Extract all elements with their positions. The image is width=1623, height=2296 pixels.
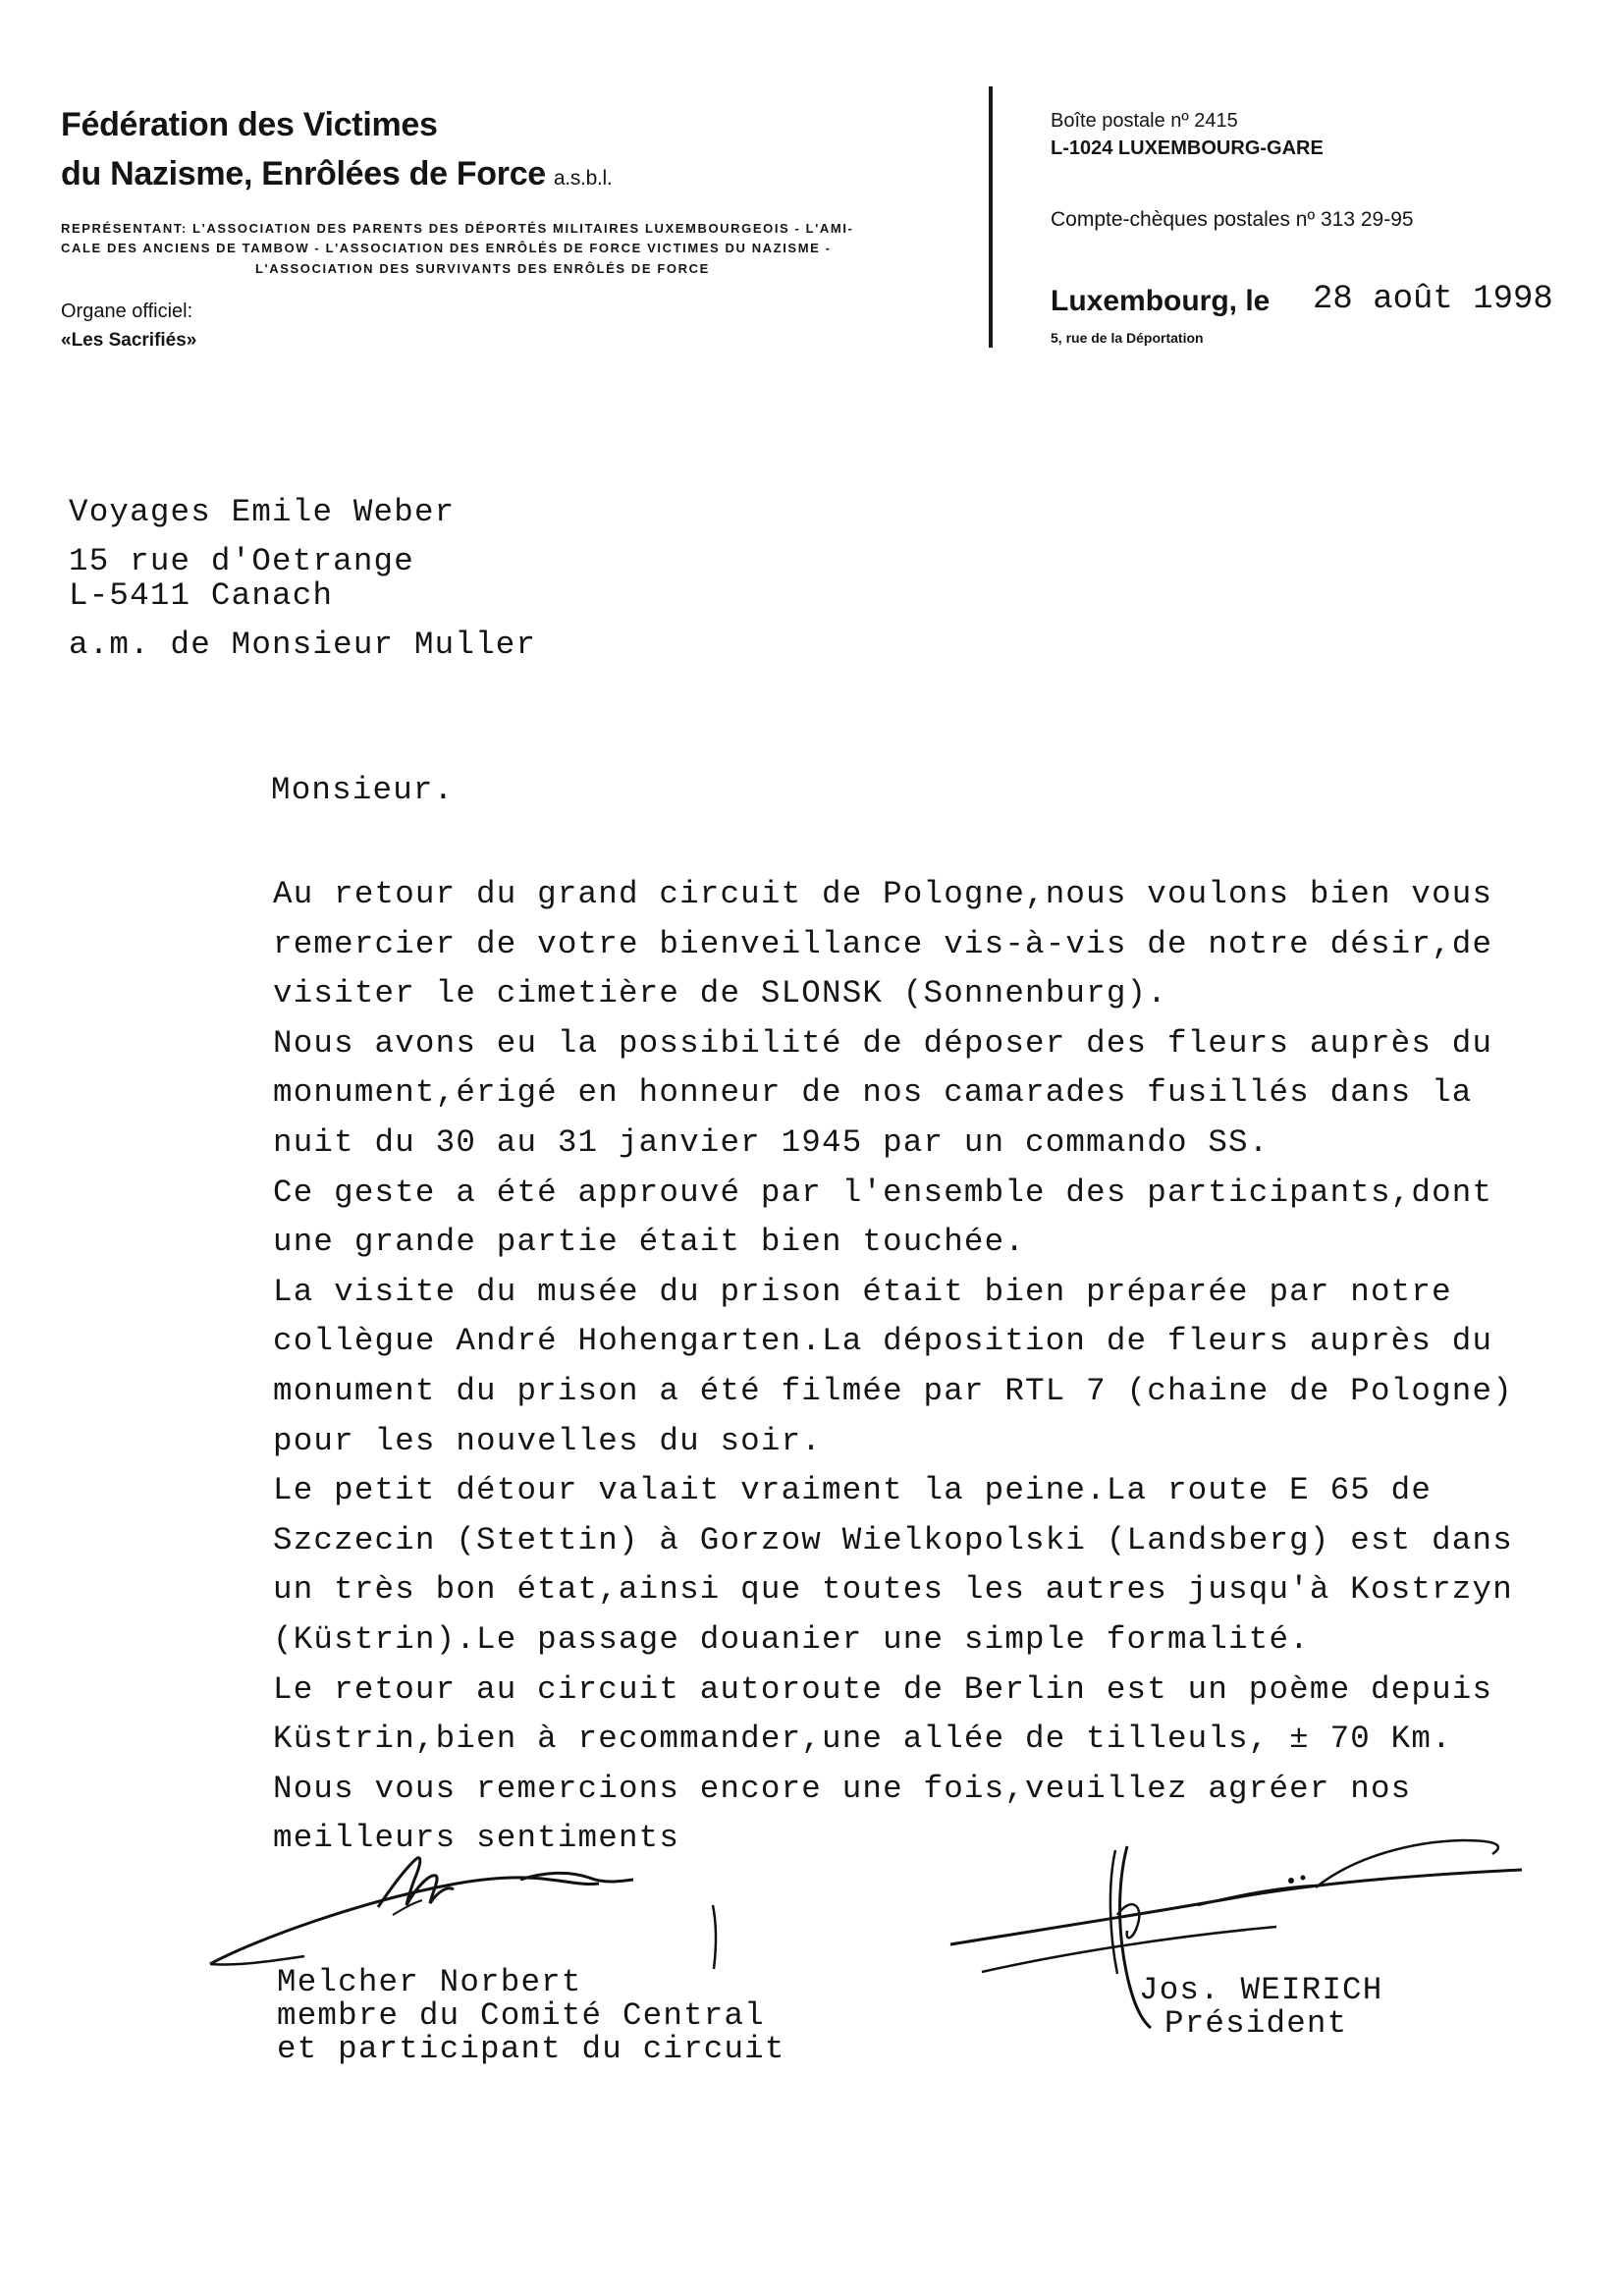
org-name-line-1: Fédération des Victimes <box>61 106 438 143</box>
street-line: 5, rue de la Déportation <box>1051 330 1204 346</box>
body-line: Szczecin (Stettin) à Gorzow Wielkopolski (Landsberg) est dans <box>273 1521 1513 1558</box>
org-name-text: du Nazisme, Enrôlées de Force <box>61 155 546 192</box>
right-signatory-name: Jos. WEIRICH <box>1139 1972 1383 2008</box>
body-line: Au retour du grand circuit de Pologne,nous voulons bien vous <box>273 876 1493 912</box>
letterhead-divider <box>989 86 993 348</box>
body-line: Nous vous remercions encore une fois,veuillez agréer nos <box>273 1770 1412 1807</box>
left-signatory-role: membre du Comité Central <box>277 1997 765 2034</box>
body-line: monument,érigé en honneur de nos camarades fusillés dans la <box>273 1074 1473 1112</box>
recipient-attention: a.m. de Monsieur Muller <box>69 627 537 663</box>
body-line: monument du prison a été filmée par RTL 7 (chaine de Pologne) <box>273 1372 1513 1409</box>
org-name-line-2 <box>61 155 612 193</box>
organ-label: Organe officiel: <box>61 301 193 322</box>
organ-value: «Les Sacrifiés» <box>61 330 197 351</box>
representing-line-2: CALE DES ANCIENS DE TAMBOW - L'ASSOCIATION DES ENRÔLÉS DE FORCE VICTIMES DU NAZISME - <box>61 241 832 255</box>
representing-line-3: L'ASSOCIATION DES SURVIVANTS DES ENRÔLÉS DE FORCE <box>255 261 710 276</box>
recipient-city: L-5411 Canach <box>69 577 334 614</box>
recipient-company: Voyages Emile Weber <box>69 494 456 530</box>
letter-body <box>273 870 1513 1864</box>
representing-line-1: REPRÉSENTANT: L'ASSOCIATION DES PARENTS DES DÉPORTÉS MILITAIRES LUXEMBOURGEOIS - L'AMI- <box>61 221 854 236</box>
body-line: Ce geste a été approuvé par l'ensemble des participants,dont <box>273 1174 1493 1211</box>
body-line: Nous avons eu la possibilité de déposer des fleurs auprès du <box>273 1024 1493 1062</box>
postal-city-line: L-1024 LUXEMBOURG-GARE <box>1051 137 1324 159</box>
place-label: Luxembourg, le <box>1051 285 1271 317</box>
letter-date: 28 août 1998 <box>1313 281 1553 318</box>
postbox-line: Boîte postale nº 2415 <box>1051 110 1238 132</box>
body-line: (Küstrin).Le passage douanier une simple formalité. <box>273 1620 1310 1658</box>
recipient-street: 15 rue d'Oetrange <box>69 543 414 579</box>
body-line: un très bon état,ainsi que toutes les autres jusqu'à Kostrzyn <box>273 1571 1513 1609</box>
body-line: remercier de votre bienveillance vis-à-vis de notre désir,de <box>273 925 1493 962</box>
salutation: Monsieur. <box>271 772 455 808</box>
ccp-line: Compte-chèques postales nº 313 29-95 <box>1051 208 1414 231</box>
left-signatory-name: Melcher Norbert <box>277 1964 582 2000</box>
body-line: visiter le cimetière de SLONSK (Sonnenburg). <box>273 975 1167 1012</box>
body-line: une grande partie était bien touchée. <box>273 1224 1026 1261</box>
body-line: Le retour au circuit autoroute de Berlin est un poème depuis <box>273 1670 1493 1708</box>
body-line: collègue André Hohengarten.La déposition de fleurs auprès du <box>273 1323 1493 1360</box>
org-legal-form: a.s.b.l. <box>553 167 613 190</box>
body-line: Le petit détour valait vraiment la peine.La route E 65 de <box>273 1472 1433 1509</box>
body-line: meilleurs sentiments <box>273 1820 680 1857</box>
left-signatory-role-2: et participant du circuit <box>277 2031 785 2067</box>
signature-left <box>196 1846 746 1984</box>
right-signatory-role: Président <box>1164 2005 1348 2042</box>
body-line: Küstrin,bien à recommander,une allée de tilleuls, ± 70 Km. <box>273 1721 1452 1758</box>
body-line: La visite du musée du prison était bien préparée par notre <box>273 1273 1452 1310</box>
body-line: pour les nouvelles du soir. <box>273 1422 822 1459</box>
body-line: nuit du 30 au 31 janvier 1945 par un commando SS. <box>273 1123 1270 1161</box>
